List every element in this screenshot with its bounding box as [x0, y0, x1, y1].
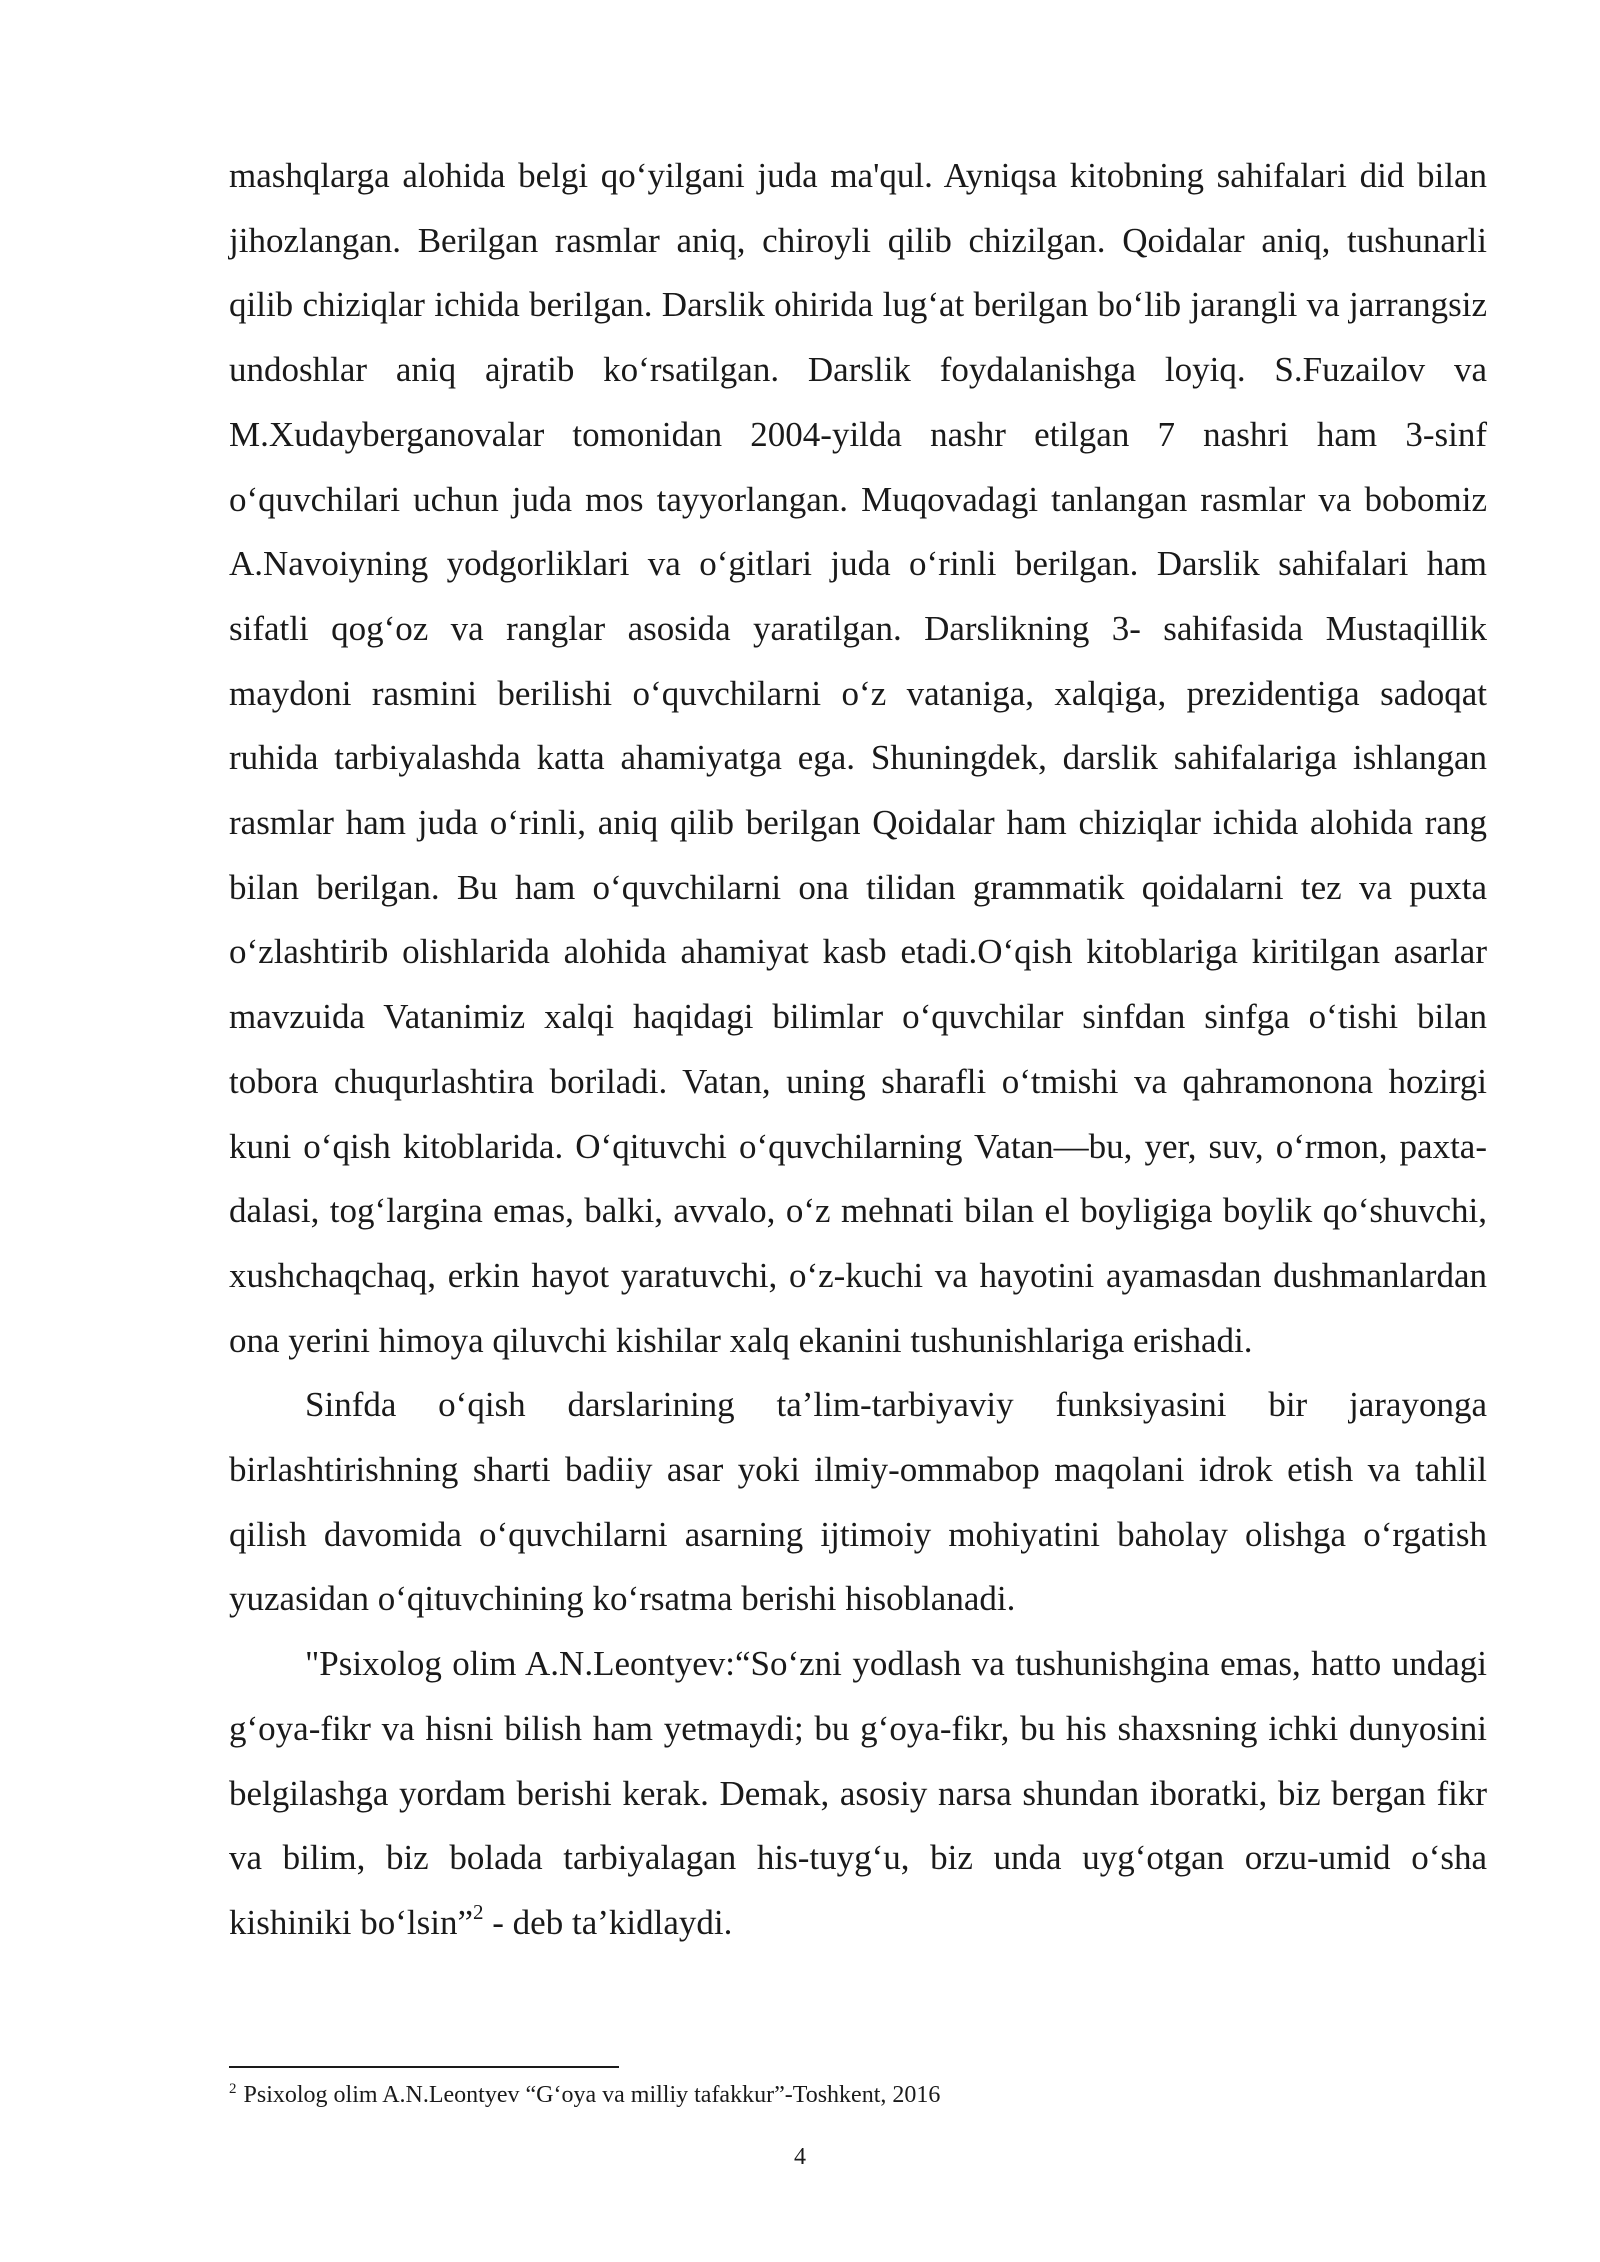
footnote-separator: [229, 2066, 619, 2068]
quote-attribution: - deb ta’kidlaydi.: [483, 1902, 733, 1942]
footnote-number: 2: [229, 2081, 237, 2097]
footnote-reference[interactable]: 2: [473, 1899, 484, 1924]
footnote: [229, 2078, 1487, 2112]
page-number: 4: [794, 2144, 806, 2170]
paragraph-reading-lessons: Sinfda o‘qish darslarining ta’lim-tarbiyaviy funksiyasini bir jarayonga birlashtirishning sharti badiiy asar yoki ilmiy-ommabop maqolani idrok etish va tahlil qilish davomida o‘quvchilarni asarning ijtimoiy mohiyatini baholay olishga o‘rgatish yuzasidan o‘qituvchining ko‘rsatma berishi hisoblanadi.: [229, 1385, 1487, 1619]
paragraph-leontyev-quote: [229, 1632, 1487, 1956]
footnote-text: Psixolog olim A.N.Leontyev “G‘oya va milliy tafakkur”-Toshkent, 2016: [243, 2082, 941, 2108]
paragraph-continuation: mashqlarga alohida belgi qo‘yilgani juda ma'qul. Ayniqsa kitobning sahifalari did bilan jihozlangan. Berilgan rasmlar aniq, chiroyli qilib chizilgan. Qoidalar aniq, tushunarli qilib chiziqlar ichida berilgan. Darslik ohirida lug‘at berilgan bo‘lib jarangli va jarrangsiz undoshlar aniq ajratib ko‘rsatilgan. Darslik foydalanishga loyiq. S.Fuzailov va M.Xudayberganovalar tomonidan 2004-yilda nashr etilgan 7 nashri ham 3-sinf o‘quvchilari uchun juda mos tayyorlangan. Muqovadagi tanlangan rasmlar va bobomiz A.Navoiyning yodgorliklari va o‘gitlari juda o‘rinli berilgan. Darslik sahifalari ham sifatli qog‘oz va ranglar asosida yaratilgan. Darslikning 3- sahifasida Mustaqillik maydoni rasmini berilishi o‘quvchilarni o‘z vataniga, xalqiga, prezidentiga sadoqat ruhida tarbiyalashda katta ahamiyatga ega. Shuningdek, darslik sahifalariga ishlangan rasmlar ham juda o‘rinli, aniq qilib berilgan Qoidalar ham chiziqlar ichida alohida rang bilan berilgan. Bu ham o‘quvchilarni ona tilidan grammatik qoidalarni tez va puxta o‘zlashtirib olishlarida alohida ahamiyat kasb etadi.O‘qish kitoblariga kiritilgan asarlar mavzuida Vatanimiz xalqi haqidagi bilimlar o‘quvchilar sinfdan sinfga o‘tishi bilan tobora chuqurlashtira boriladi. Vatan, uning sharafli o‘tmishi va qahramonona hozirgi kuni o‘qish kitoblarida. O‘qituvchi o‘quvchilarning Vatan—bu, yer, suv, o‘rmon, paxta-dalasi, tog‘largina emas, balki, avvalo, o‘z mehnati bilan el boyligiga boylik qo‘shuvchi, xushchaqchaq, erkin hayot yaratuvchi, o‘z-kuchi va hayotini ayamasdan dushmanlardan ona yerini himoya qiluvchi kishilar xalq ekanini tushunishlariga erishadi.: [229, 156, 1487, 1360]
quote-text: "Psixolog olim A.N.Leontyev:“So‘zni yodlash va tushunishgina emas, hatto undagi g‘oya-fikr va hisni bilish ham yetmaydi; bu g‘oya-fikr, bu his shaxsning ichki dunyosini belgilashga yordam berishi kerak. Demak, asosiy narsa shundan iboratki, biz bergan fikr va bilim, biz bolada tarbiyalagan his-tuyg‘u, biz unda uyg‘otgan orzu-umid o‘sha kishiniki bo‘lsin”: [229, 1644, 1487, 1942]
body-text: [229, 144, 1487, 1956]
